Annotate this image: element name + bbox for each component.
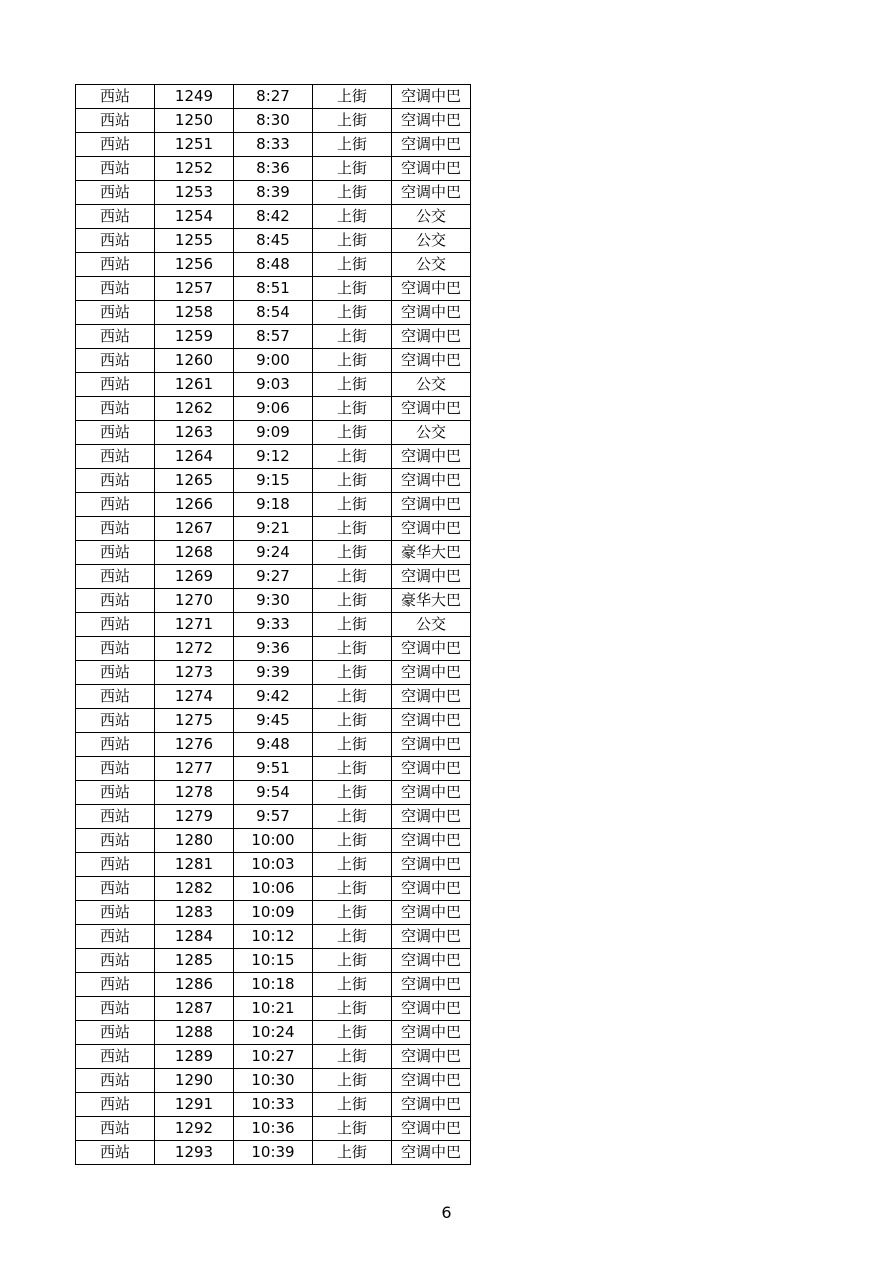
origin-cell: 西站 bbox=[76, 1093, 155, 1117]
trip-number-cell: 1262 bbox=[155, 397, 234, 421]
trip-number-cell: 1252 bbox=[155, 157, 234, 181]
vehicle-type-cell: 公交 bbox=[392, 613, 471, 637]
table-row bbox=[76, 733, 471, 757]
trip-number-cell: 1258 bbox=[155, 301, 234, 325]
trip-number-cell: 1272 bbox=[155, 637, 234, 661]
table-row bbox=[76, 493, 471, 517]
table-row bbox=[76, 877, 471, 901]
trip-number-cell: 1279 bbox=[155, 805, 234, 829]
vehicle-type-cell: 空调中巴 bbox=[392, 85, 471, 109]
origin-cell: 西站 bbox=[76, 109, 155, 133]
departure-time-cell: 8:48 bbox=[234, 253, 313, 277]
vehicle-type-cell: 空调中巴 bbox=[392, 805, 471, 829]
destination-cell: 上街 bbox=[313, 205, 392, 229]
departure-time-cell: 9:45 bbox=[234, 709, 313, 733]
trip-number-cell: 1249 bbox=[155, 85, 234, 109]
table-row bbox=[76, 301, 471, 325]
departure-time-cell: 9:36 bbox=[234, 637, 313, 661]
trip-number-cell: 1260 bbox=[155, 349, 234, 373]
origin-cell: 西站 bbox=[76, 805, 155, 829]
trip-number-cell: 1268 bbox=[155, 541, 234, 565]
trip-number-cell: 1257 bbox=[155, 277, 234, 301]
departure-time-cell: 10:33 bbox=[234, 1093, 313, 1117]
trip-number-cell: 1256 bbox=[155, 253, 234, 277]
departure-time-cell: 9:30 bbox=[234, 589, 313, 613]
origin-cell: 西站 bbox=[76, 877, 155, 901]
vehicle-type-cell: 空调中巴 bbox=[392, 133, 471, 157]
origin-cell: 西站 bbox=[76, 685, 155, 709]
trip-number-cell: 1286 bbox=[155, 973, 234, 997]
table-row bbox=[76, 421, 471, 445]
departure-time-cell: 10:27 bbox=[234, 1045, 313, 1069]
departure-time-cell: 10:03 bbox=[234, 853, 313, 877]
origin-cell: 西站 bbox=[76, 541, 155, 565]
destination-cell: 上街 bbox=[313, 853, 392, 877]
departure-time-cell: 8:51 bbox=[234, 277, 313, 301]
vehicle-type-cell: 空调中巴 bbox=[392, 1045, 471, 1069]
origin-cell: 西站 bbox=[76, 397, 155, 421]
table-row bbox=[76, 805, 471, 829]
trip-number-cell: 1264 bbox=[155, 445, 234, 469]
trip-number-cell: 1255 bbox=[155, 229, 234, 253]
vehicle-type-cell: 空调中巴 bbox=[392, 181, 471, 205]
departure-time-cell: 10:18 bbox=[234, 973, 313, 997]
trip-number-cell: 1293 bbox=[155, 1141, 234, 1165]
table-row bbox=[76, 853, 471, 877]
destination-cell: 上街 bbox=[313, 133, 392, 157]
departure-time-cell: 9:03 bbox=[234, 373, 313, 397]
table-row bbox=[76, 541, 471, 565]
trip-number-cell: 1274 bbox=[155, 685, 234, 709]
trip-number-cell: 1285 bbox=[155, 949, 234, 973]
vehicle-type-cell: 豪华大巴 bbox=[392, 589, 471, 613]
vehicle-type-cell: 空调中巴 bbox=[392, 1117, 471, 1141]
page-number: 6 bbox=[441, 1203, 452, 1222]
table-row bbox=[76, 253, 471, 277]
vehicle-type-cell: 空调中巴 bbox=[392, 661, 471, 685]
trip-number-cell: 1250 bbox=[155, 109, 234, 133]
departure-time-cell: 10:12 bbox=[234, 925, 313, 949]
destination-cell: 上街 bbox=[313, 469, 392, 493]
origin-cell: 西站 bbox=[76, 853, 155, 877]
departure-time-cell: 10:24 bbox=[234, 1021, 313, 1045]
vehicle-type-cell: 公交 bbox=[392, 253, 471, 277]
destination-cell: 上街 bbox=[313, 445, 392, 469]
trip-number-cell: 1292 bbox=[155, 1117, 234, 1141]
origin-cell: 西站 bbox=[76, 589, 155, 613]
table-row bbox=[76, 1069, 471, 1093]
destination-cell: 上街 bbox=[313, 661, 392, 685]
destination-cell: 上街 bbox=[313, 685, 392, 709]
departure-time-cell: 10:06 bbox=[234, 877, 313, 901]
destination-cell: 上街 bbox=[313, 301, 392, 325]
trip-number-cell: 1290 bbox=[155, 1069, 234, 1093]
departure-time-cell: 10:36 bbox=[234, 1117, 313, 1141]
vehicle-type-cell: 空调中巴 bbox=[392, 853, 471, 877]
origin-cell: 西站 bbox=[76, 973, 155, 997]
origin-cell: 西站 bbox=[76, 565, 155, 589]
origin-cell: 西站 bbox=[76, 373, 155, 397]
table-row bbox=[76, 757, 471, 781]
origin-cell: 西站 bbox=[76, 469, 155, 493]
table-row bbox=[76, 901, 471, 925]
trip-number-cell: 1287 bbox=[155, 997, 234, 1021]
table-row bbox=[76, 445, 471, 469]
destination-cell: 上街 bbox=[313, 733, 392, 757]
vehicle-type-cell: 空调中巴 bbox=[392, 565, 471, 589]
vehicle-type-cell: 空调中巴 bbox=[392, 1093, 471, 1117]
departure-time-cell: 10:00 bbox=[234, 829, 313, 853]
departure-time-cell: 10:30 bbox=[234, 1069, 313, 1093]
destination-cell: 上街 bbox=[313, 1093, 392, 1117]
trip-number-cell: 1276 bbox=[155, 733, 234, 757]
table-row bbox=[76, 1117, 471, 1141]
destination-cell: 上街 bbox=[313, 973, 392, 997]
table-row bbox=[76, 397, 471, 421]
destination-cell: 上街 bbox=[313, 589, 392, 613]
destination-cell: 上街 bbox=[313, 229, 392, 253]
schedule-body bbox=[76, 85, 471, 1165]
vehicle-type-cell: 空调中巴 bbox=[392, 973, 471, 997]
vehicle-type-cell: 空调中巴 bbox=[392, 349, 471, 373]
vehicle-type-cell: 空调中巴 bbox=[392, 733, 471, 757]
trip-number-cell: 1281 bbox=[155, 853, 234, 877]
origin-cell: 西站 bbox=[76, 349, 155, 373]
vehicle-type-cell: 空调中巴 bbox=[392, 877, 471, 901]
table-row bbox=[76, 781, 471, 805]
origin-cell: 西站 bbox=[76, 493, 155, 517]
departure-time-cell: 8:33 bbox=[234, 133, 313, 157]
destination-cell: 上街 bbox=[313, 901, 392, 925]
table-row bbox=[76, 181, 471, 205]
table-row bbox=[76, 1093, 471, 1117]
vehicle-type-cell: 空调中巴 bbox=[392, 949, 471, 973]
departure-time-cell: 9:18 bbox=[234, 493, 313, 517]
vehicle-type-cell: 空调中巴 bbox=[392, 397, 471, 421]
destination-cell: 上街 bbox=[313, 325, 392, 349]
destination-cell: 上街 bbox=[313, 277, 392, 301]
destination-cell: 上街 bbox=[313, 181, 392, 205]
destination-cell: 上街 bbox=[313, 1141, 392, 1165]
table-row bbox=[76, 589, 471, 613]
table-row bbox=[76, 829, 471, 853]
vehicle-type-cell: 空调中巴 bbox=[392, 493, 471, 517]
trip-number-cell: 1265 bbox=[155, 469, 234, 493]
origin-cell: 西站 bbox=[76, 709, 155, 733]
destination-cell: 上街 bbox=[313, 805, 392, 829]
table-row bbox=[76, 973, 471, 997]
origin-cell: 西站 bbox=[76, 277, 155, 301]
departure-time-cell: 9:51 bbox=[234, 757, 313, 781]
vehicle-type-cell: 空调中巴 bbox=[392, 445, 471, 469]
destination-cell: 上街 bbox=[313, 109, 392, 133]
vehicle-type-cell: 空调中巴 bbox=[392, 925, 471, 949]
destination-cell: 上街 bbox=[313, 925, 392, 949]
origin-cell: 西站 bbox=[76, 901, 155, 925]
destination-cell: 上街 bbox=[313, 613, 392, 637]
table-row bbox=[76, 517, 471, 541]
destination-cell: 上街 bbox=[313, 1021, 392, 1045]
destination-cell: 上街 bbox=[313, 397, 392, 421]
departure-time-cell: 9:48 bbox=[234, 733, 313, 757]
origin-cell: 西站 bbox=[76, 1021, 155, 1045]
table-row bbox=[76, 229, 471, 253]
table-row bbox=[76, 685, 471, 709]
vehicle-type-cell: 空调中巴 bbox=[392, 517, 471, 541]
departure-time-cell: 9:42 bbox=[234, 685, 313, 709]
trip-number-cell: 1251 bbox=[155, 133, 234, 157]
vehicle-type-cell: 空调中巴 bbox=[392, 997, 471, 1021]
departure-time-cell: 10:39 bbox=[234, 1141, 313, 1165]
vehicle-type-cell: 空调中巴 bbox=[392, 301, 471, 325]
table-row bbox=[76, 1141, 471, 1165]
vehicle-type-cell: 空调中巴 bbox=[392, 829, 471, 853]
departure-time-cell: 8:27 bbox=[234, 85, 313, 109]
table-row bbox=[76, 1045, 471, 1069]
vehicle-type-cell: 空调中巴 bbox=[392, 1069, 471, 1093]
table-row bbox=[76, 565, 471, 589]
vehicle-type-cell: 空调中巴 bbox=[392, 901, 471, 925]
departure-time-cell: 9:24 bbox=[234, 541, 313, 565]
departure-time-cell: 9:06 bbox=[234, 397, 313, 421]
departure-time-cell: 8:30 bbox=[234, 109, 313, 133]
origin-cell: 西站 bbox=[76, 301, 155, 325]
origin-cell: 西站 bbox=[76, 925, 155, 949]
departure-time-cell: 8:54 bbox=[234, 301, 313, 325]
departure-time-cell: 9:39 bbox=[234, 661, 313, 685]
trip-number-cell: 1288 bbox=[155, 1021, 234, 1045]
vehicle-type-cell: 公交 bbox=[392, 373, 471, 397]
origin-cell: 西站 bbox=[76, 613, 155, 637]
vehicle-type-cell: 空调中巴 bbox=[392, 1141, 471, 1165]
trip-number-cell: 1271 bbox=[155, 613, 234, 637]
destination-cell: 上街 bbox=[313, 85, 392, 109]
table-row bbox=[76, 373, 471, 397]
departure-time-cell: 9:54 bbox=[234, 781, 313, 805]
origin-cell: 西站 bbox=[76, 949, 155, 973]
trip-number-cell: 1283 bbox=[155, 901, 234, 925]
departure-time-cell: 10:09 bbox=[234, 901, 313, 925]
origin-cell: 西站 bbox=[76, 829, 155, 853]
origin-cell: 西站 bbox=[76, 1045, 155, 1069]
trip-number-cell: 1259 bbox=[155, 325, 234, 349]
origin-cell: 西站 bbox=[76, 997, 155, 1021]
origin-cell: 西站 bbox=[76, 253, 155, 277]
vehicle-type-cell: 空调中巴 bbox=[392, 325, 471, 349]
table-row bbox=[76, 109, 471, 133]
table-row bbox=[76, 277, 471, 301]
origin-cell: 西站 bbox=[76, 229, 155, 253]
departure-time-cell: 9:00 bbox=[234, 349, 313, 373]
vehicle-type-cell: 空调中巴 bbox=[392, 1021, 471, 1045]
vehicle-type-cell: 空调中巴 bbox=[392, 277, 471, 301]
origin-cell: 西站 bbox=[76, 445, 155, 469]
vehicle-type-cell: 空调中巴 bbox=[392, 157, 471, 181]
vehicle-type-cell: 空调中巴 bbox=[392, 781, 471, 805]
trip-number-cell: 1254 bbox=[155, 205, 234, 229]
destination-cell: 上街 bbox=[313, 709, 392, 733]
destination-cell: 上街 bbox=[313, 157, 392, 181]
table-row bbox=[76, 157, 471, 181]
trip-number-cell: 1253 bbox=[155, 181, 234, 205]
trip-number-cell: 1291 bbox=[155, 1093, 234, 1117]
destination-cell: 上街 bbox=[313, 349, 392, 373]
trip-number-cell: 1266 bbox=[155, 493, 234, 517]
trip-number-cell: 1282 bbox=[155, 877, 234, 901]
table-row bbox=[76, 133, 471, 157]
trip-number-cell: 1270 bbox=[155, 589, 234, 613]
trip-number-cell: 1273 bbox=[155, 661, 234, 685]
trip-number-cell: 1280 bbox=[155, 829, 234, 853]
table-row bbox=[76, 709, 471, 733]
departure-time-cell: 9:57 bbox=[234, 805, 313, 829]
destination-cell: 上街 bbox=[313, 373, 392, 397]
departure-time-cell: 8:39 bbox=[234, 181, 313, 205]
origin-cell: 西站 bbox=[76, 421, 155, 445]
origin-cell: 西站 bbox=[76, 181, 155, 205]
trip-number-cell: 1278 bbox=[155, 781, 234, 805]
destination-cell: 上街 bbox=[313, 781, 392, 805]
origin-cell: 西站 bbox=[76, 1141, 155, 1165]
origin-cell: 西站 bbox=[76, 1117, 155, 1141]
trip-number-cell: 1267 bbox=[155, 517, 234, 541]
departure-time-cell: 10:15 bbox=[234, 949, 313, 973]
destination-cell: 上街 bbox=[313, 1117, 392, 1141]
destination-cell: 上街 bbox=[313, 421, 392, 445]
vehicle-type-cell: 空调中巴 bbox=[392, 757, 471, 781]
trip-number-cell: 1275 bbox=[155, 709, 234, 733]
departure-time-cell: 9:12 bbox=[234, 445, 313, 469]
table-row bbox=[76, 613, 471, 637]
destination-cell: 上街 bbox=[313, 757, 392, 781]
origin-cell: 西站 bbox=[76, 205, 155, 229]
vehicle-type-cell: 空调中巴 bbox=[392, 685, 471, 709]
destination-cell: 上街 bbox=[313, 997, 392, 1021]
trip-number-cell: 1263 bbox=[155, 421, 234, 445]
origin-cell: 西站 bbox=[76, 661, 155, 685]
destination-cell: 上街 bbox=[313, 565, 392, 589]
table-row bbox=[76, 661, 471, 685]
departure-time-cell: 9:15 bbox=[234, 469, 313, 493]
origin-cell: 西站 bbox=[76, 733, 155, 757]
origin-cell: 西站 bbox=[76, 757, 155, 781]
destination-cell: 上街 bbox=[313, 517, 392, 541]
vehicle-type-cell: 空调中巴 bbox=[392, 637, 471, 661]
trip-number-cell: 1269 bbox=[155, 565, 234, 589]
trip-number-cell: 1289 bbox=[155, 1045, 234, 1069]
destination-cell: 上街 bbox=[313, 1045, 392, 1069]
departure-time-cell: 9:09 bbox=[234, 421, 313, 445]
destination-cell: 上街 bbox=[313, 493, 392, 517]
destination-cell: 上街 bbox=[313, 253, 392, 277]
trip-number-cell: 1261 bbox=[155, 373, 234, 397]
origin-cell: 西站 bbox=[76, 517, 155, 541]
vehicle-type-cell: 空调中巴 bbox=[392, 109, 471, 133]
vehicle-type-cell: 空调中巴 bbox=[392, 709, 471, 733]
departure-time-cell: 8:57 bbox=[234, 325, 313, 349]
departure-time-cell: 9:27 bbox=[234, 565, 313, 589]
table-row bbox=[76, 1021, 471, 1045]
destination-cell: 上街 bbox=[313, 637, 392, 661]
destination-cell: 上街 bbox=[313, 829, 392, 853]
destination-cell: 上街 bbox=[313, 1069, 392, 1093]
origin-cell: 西站 bbox=[76, 157, 155, 181]
departure-time-cell: 9:21 bbox=[234, 517, 313, 541]
vehicle-type-cell: 公交 bbox=[392, 421, 471, 445]
origin-cell: 西站 bbox=[76, 325, 155, 349]
trip-number-cell: 1277 bbox=[155, 757, 234, 781]
table-row bbox=[76, 925, 471, 949]
origin-cell: 西站 bbox=[76, 637, 155, 661]
destination-cell: 上街 bbox=[313, 541, 392, 565]
origin-cell: 西站 bbox=[76, 85, 155, 109]
vehicle-type-cell: 豪华大巴 bbox=[392, 541, 471, 565]
origin-cell: 西站 bbox=[76, 781, 155, 805]
destination-cell: 上街 bbox=[313, 877, 392, 901]
departure-time-cell: 8:45 bbox=[234, 229, 313, 253]
departure-time-cell: 9:33 bbox=[234, 613, 313, 637]
departure-time-cell: 10:21 bbox=[234, 997, 313, 1021]
trip-number-cell: 1284 bbox=[155, 925, 234, 949]
origin-cell: 西站 bbox=[76, 1069, 155, 1093]
vehicle-type-cell: 公交 bbox=[392, 229, 471, 253]
table-row bbox=[76, 637, 471, 661]
table-row bbox=[76, 349, 471, 373]
departure-time-cell: 8:36 bbox=[234, 157, 313, 181]
table-row bbox=[76, 997, 471, 1021]
vehicle-type-cell: 公交 bbox=[392, 205, 471, 229]
origin-cell: 西站 bbox=[76, 133, 155, 157]
vehicle-type-cell: 空调中巴 bbox=[392, 469, 471, 493]
table-row bbox=[76, 205, 471, 229]
departure-time-cell: 8:42 bbox=[234, 205, 313, 229]
destination-cell: 上街 bbox=[313, 949, 392, 973]
table-row bbox=[76, 325, 471, 349]
schedule-table bbox=[75, 84, 471, 1165]
table-row bbox=[76, 469, 471, 493]
table-row bbox=[76, 85, 471, 109]
table-row bbox=[76, 949, 471, 973]
